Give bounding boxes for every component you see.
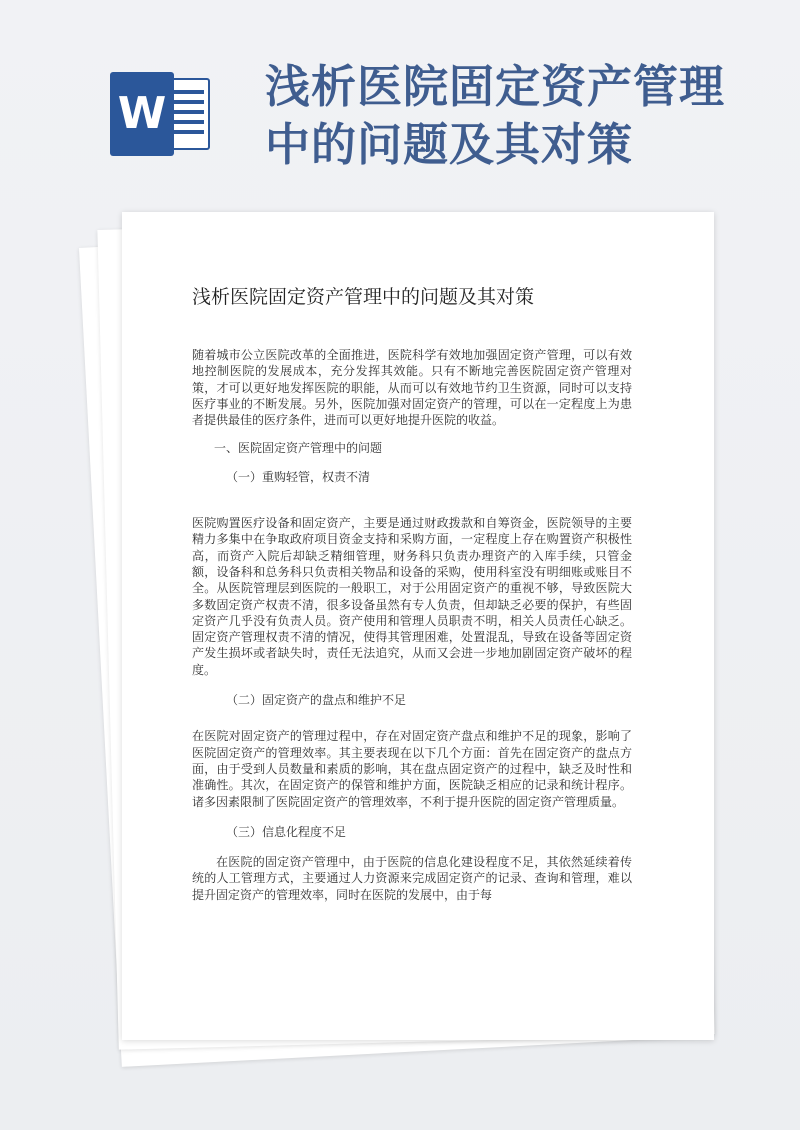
body-paragraph: 在医院的固定资产管理中，由于医院的信息化建设程度不足，其依然延续着传统的人工管理方式，主要通过人力资源来完成固定资产的记录、查询和管理，难以提升固定资产的管理效率，同时在医院的发展中，由于每 xyxy=(192,855,632,902)
intro-paragraph: 随着城市公立医院改革的全面推进，医院科学有效地加强固定资产管理，可以有效地控制医院的发展成本，充分发挥其效能。只有不断地完善医院固定资产管理对策，才可以更好地发挥医院的职能，从而可以有效地节约卫生资源，同时可以支持医疗事业的不断发展。另外，医院加强对固定资产的管理，可以在一定程度上为患者提供最佳的医疗条件，进而可以更好地提升医院的收益。 xyxy=(192,348,632,428)
word-w-badge: W xyxy=(110,72,174,156)
subsection-heading: （三）信息化程度不足 xyxy=(226,824,347,839)
header-title: 浅析医院固定资产管理中的问题及其对策 xyxy=(265,60,726,171)
body-paragraph: 在医院对固定资产的管理过程中，存在对固定资产盘点和维护不足的现象，影响了医院固定资产的管理效率。其主要表现在以下几个方面：首先在固定资产的盘点方面，由于受到人员数量和素质的影响，其在盘点固定资产的过程中，缺乏及时性和准确性。其次，在固定资产的保管和维护方面，医院缺乏相应的记录和统计程序。诸多因素限制了医院固定资产的管理效率，不利于提升医院的固定资产管理质量。 xyxy=(192,729,632,809)
word-icon xyxy=(110,72,214,156)
header-banner xyxy=(0,0,800,205)
subsection-heading: （二）固定资产的盘点和维护不足 xyxy=(226,693,407,708)
body-paragraph: 医院购置医疗设备和固定资产，主要是通过财政拨款和自筹资金，医院领导的主要精力多集中在争取政府项目资金支持和采购方面，一定程度上存在购置资产积极性高，而资产入院后却缺乏精细管理，财务科只负责办理资产的入库手续，只管金额，设备科和总务科只负责相关物品和设备的采购，使用科室没有明细账或账目不全。从医院管理层到医院的一般职工，对于公用固定资产的重视不够，导致医院大多数固定资产权责不清，很多设备虽然有专人负责，但却缺乏必要的保护，有些固定资产几乎没有负责人员。资产使用和管理人员职责不明，相关人员责任心缺乏。固定资产管理权责不清的情况，使得其管理困难，处置混乱，导致在设备等固定资产发生损坏或者缺失时，责任无法追究，从而又会进一步地加剧固定资产破坏的程度。 xyxy=(192,516,632,677)
document-body xyxy=(192,347,632,903)
section-heading: 一、医院固定资产管理中的问题 xyxy=(214,441,383,456)
subsection-heading: （一）重购轻管，权责不清 xyxy=(226,469,371,484)
document-page xyxy=(122,212,714,1040)
document-title: 浅析医院固定资产管理中的问题及其对策 xyxy=(192,286,535,308)
